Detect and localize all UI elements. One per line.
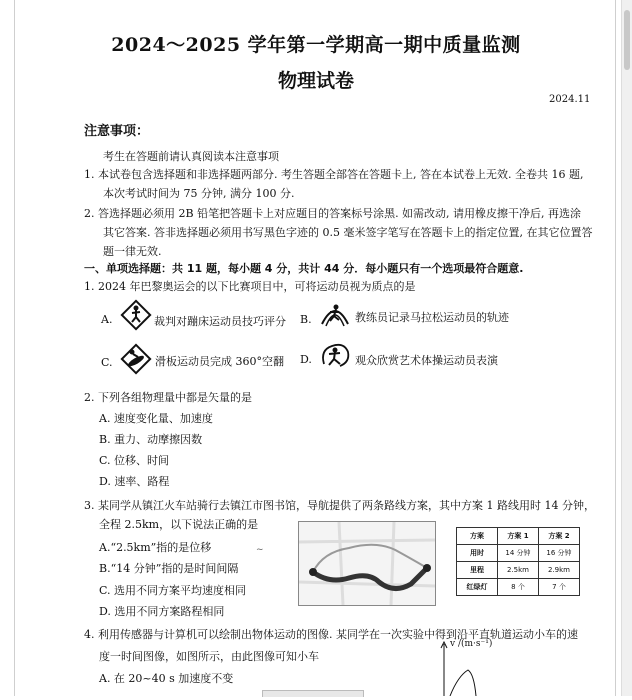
notice-heading: 注意事项： <box>84 124 150 139</box>
notice-item-2-line-2: 其它答案. 答非选择题必须用书写黑色字迹的 0.5 毫米签字笔写在答题卡上的指定位置, 在其它位置答 <box>103 226 593 239</box>
table-cell: 16 分钟 <box>539 545 580 562</box>
table-row <box>457 545 580 562</box>
trampoline-icon <box>119 299 153 331</box>
notice-item-2-line-3: 题一律无效. <box>103 245 162 258</box>
table-header-cell: 方案 2 <box>539 528 580 545</box>
q3-stem-line-2: 全程 2.5km，以下说法正确的是 <box>99 518 259 531</box>
q3-option-c: C. 选用不同方案平均速度相同 <box>99 584 247 597</box>
q1-stem: 1. 2024 年巴黎奥运会的以下比赛项目中，可将运动员视为质点的是 <box>84 280 416 293</box>
skateboard-icon <box>119 343 153 375</box>
q1-option-d-label: D. <box>300 353 312 366</box>
table-cell: 红绿灯 <box>457 579 498 596</box>
q1-option-a-label: A. <box>101 313 113 326</box>
section-1-heading: 一、单项选择题：共 11 题，每小题 4 分，共计 44 分．每小题只有一个选项最符合题意. <box>84 262 524 275</box>
marathon-icon <box>318 298 352 330</box>
q4-stem-line-2: 度一时间图像，如图所示，由此图像可知小车 <box>99 650 319 663</box>
exam-date: 2024.11 <box>549 94 591 105</box>
table-header-cell: 方案 1 <box>498 528 539 545</box>
q1-option-c-label: C. <box>101 356 113 369</box>
table-cell: 里程 <box>457 562 498 579</box>
table-cell: 8 个 <box>498 579 539 596</box>
notice-item-1-line-1: 1. 本试卷包含选择题和非选择题两部分. 考生答题全部答在答题卡上, 答在本试卷上无效. 全卷共 16 题, <box>84 168 584 181</box>
table-cell: 14 分钟 <box>498 545 539 562</box>
q3-option-d: D. 选用不同方案路程相同 <box>99 605 225 618</box>
q1-option-a-text: 裁判对蹦床运动员技巧评分 <box>154 315 286 328</box>
table-row <box>457 562 580 579</box>
vertical-scrollbar[interactable] <box>621 0 632 696</box>
q2-stem: 2. 下列各组物理量中都是矢量的是 <box>84 391 252 404</box>
table-cell: 用时 <box>457 545 498 562</box>
scrollbar-thumb[interactable] <box>624 10 630 70</box>
route-comparison-table <box>456 527 580 596</box>
q1-option-b-label: B. <box>300 313 312 326</box>
table-cell: 7 个 <box>539 579 580 596</box>
route-map-figure <box>298 521 436 606</box>
q2-option-c: C. 位移、时间 <box>99 454 170 467</box>
q4-stem-line-1: 4. 利用传感器与计算机可以绘制出物体运动的图像. 某同学在一次实验中得到沿平直轨道运动小车的速 <box>84 628 578 641</box>
table-header-cell: 方案 <box>457 528 498 545</box>
notice-item-2-line-1: 2. 答选择题必须用 2B 铅笔把答题卡上对应题目的答案标号涂黑. 如需改动, 请用橡皮擦干净后, 再选涂 <box>84 207 582 220</box>
notice-item-1-line-2: 本次考试时间为 75 分钟, 满分 100 分. <box>103 187 295 200</box>
q2-option-d: D. 速率、路程 <box>99 475 170 488</box>
q1-option-c-text: 滑板运动员完成 360°空翻 <box>155 355 284 368</box>
table-header-row <box>457 528 580 545</box>
q2-option-b: B. 重力、动摩擦因数 <box>99 433 203 446</box>
table-cell: 2.9km <box>539 562 580 579</box>
scan-mark: ~ <box>256 545 264 555</box>
q2-option-a: A. 速度变化量、加速度 <box>99 412 213 425</box>
q3-option-a: A.“2.5km”指的是位移 <box>99 541 212 554</box>
table-cell: 2.5km <box>498 562 539 579</box>
table-row <box>457 579 580 596</box>
q4-option-a: A. 在 20~40 s 加速度不变 <box>99 672 234 685</box>
notice-intro: 考生在答题前请认真阅读本注意事项 <box>103 150 279 163</box>
q3-option-b: B.“14 分钟”指的是时间间隔 <box>99 562 239 575</box>
exam-subtitle: 物理试卷 <box>277 70 354 92</box>
exam-title: 2024～2025 学年第一学期高一期中质量监测 <box>111 34 521 56</box>
q1-option-b-text: 教练员记录马拉松运动员的轨迹 <box>355 311 509 324</box>
graph-axis-label: v /(m·s⁻¹) <box>450 639 493 649</box>
rhythmic-gymnastics-icon <box>318 340 352 372</box>
q1-option-d-text: 观众欣赏艺术体操运动员表演 <box>355 354 498 367</box>
q3-stem-line-1: 3. 某同学从镇江火车站骑行去镇江市图书馆，导航提供了两条路线方案，其中方案 1 路线用时 14 分钟， <box>84 499 595 512</box>
